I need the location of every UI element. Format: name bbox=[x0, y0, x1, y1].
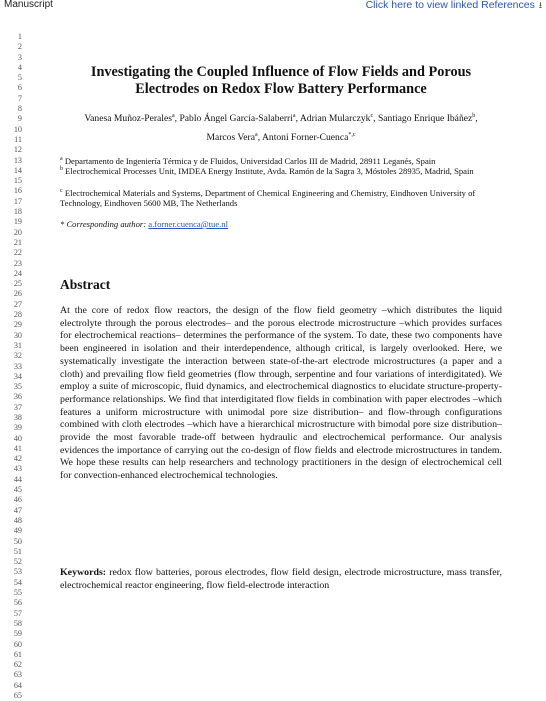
author-name: Marcos Vera bbox=[206, 132, 256, 143]
author bbox=[206, 132, 262, 143]
author-affiliation-mark: *,c bbox=[348, 131, 356, 138]
affiliation-a bbox=[60, 156, 502, 166]
affiliation-text: Electrochemical Materials and Systems, Department of Chemical Engineering and Chemistry, Eindhoven University of Technology, Eindhoven 5600 MB, The Netherlands bbox=[60, 188, 476, 208]
author-separator: , bbox=[295, 113, 300, 124]
line-number: 52 bbox=[13, 557, 22, 567]
line-number: 46 bbox=[13, 495, 22, 505]
corresponding-email-link[interactable]: a.forner.cuenca@tue.nl bbox=[148, 219, 228, 229]
line-number: 63 bbox=[13, 670, 22, 680]
affiliation-mark: b bbox=[60, 166, 63, 173]
author-separator: , bbox=[257, 132, 262, 143]
line-number: 61 bbox=[13, 649, 22, 659]
line-number: 59 bbox=[13, 629, 22, 639]
line-number: 45 bbox=[13, 485, 22, 495]
author-affiliation-mark: a bbox=[292, 112, 296, 119]
line-number: 8 bbox=[17, 104, 22, 114]
author-separator: , bbox=[174, 113, 180, 124]
author bbox=[179, 113, 299, 124]
line-number: 42 bbox=[13, 454, 22, 464]
author-name: Adrian Mularczyk bbox=[299, 113, 371, 124]
line-number: 14 bbox=[13, 165, 22, 175]
author-separator: , bbox=[475, 113, 478, 124]
author-affiliation-mark: a bbox=[255, 131, 258, 138]
line-number: 39 bbox=[13, 423, 22, 433]
line-number: 24 bbox=[13, 268, 22, 278]
affiliation-mark: c bbox=[60, 188, 63, 195]
line-number: 11 bbox=[14, 134, 22, 144]
line-number: 56 bbox=[13, 598, 22, 608]
line-number: 44 bbox=[13, 474, 22, 484]
line-number: 21 bbox=[13, 237, 22, 247]
linked-references-text[interactable]: Click here to view linked References bbox=[365, 0, 535, 11]
line-number: 17 bbox=[13, 196, 22, 206]
author-affiliation-mark: c bbox=[370, 112, 374, 119]
line-number: 65 bbox=[13, 691, 22, 700]
line-number: 60 bbox=[13, 639, 22, 649]
line-number: 29 bbox=[13, 320, 22, 330]
author-list bbox=[60, 109, 502, 147]
keywords-paragraph bbox=[60, 567, 502, 592]
line-number: 13 bbox=[13, 155, 22, 165]
line-number: 20 bbox=[13, 227, 22, 237]
line-number: 25 bbox=[13, 279, 22, 289]
author-separator: , bbox=[373, 113, 378, 124]
line-number: 28 bbox=[13, 310, 22, 320]
author bbox=[262, 132, 356, 143]
paper-title: Investigating the Coupled Influence of Flow Fields and Porous Electrodes on Redox Flow Battery Performance bbox=[90, 64, 472, 97]
line-number: 58 bbox=[13, 618, 22, 628]
line-number: 10 bbox=[13, 124, 22, 134]
line-number: 38 bbox=[13, 412, 22, 422]
line-number: 32 bbox=[13, 351, 22, 361]
keywords-label: Keywords: bbox=[60, 567, 107, 578]
affiliation-text: Electrochemical Processes Unit, IMDEA Energy Institute, Avda. Ramón de la Sagra 3, Móstoles 28935, Madrid, Spain bbox=[65, 166, 474, 176]
line-number: 33 bbox=[13, 361, 22, 371]
line-number: 41 bbox=[13, 443, 22, 453]
line-number: 50 bbox=[13, 536, 22, 546]
line-number: 7 bbox=[17, 93, 22, 103]
affiliation-text: Departamento de Ingeniería Térmica y de Fluidos, Universidad Carlos III de Madrid, 28911 Leganés, Spain bbox=[64, 156, 436, 166]
line-number: 1 bbox=[17, 32, 22, 41]
line-number: 6 bbox=[17, 83, 22, 93]
abstract-heading: Abstract bbox=[60, 277, 111, 292]
line-number-column bbox=[0, 32, 22, 701]
line-number: 43 bbox=[13, 464, 22, 474]
author bbox=[378, 113, 478, 124]
author bbox=[300, 113, 378, 124]
manuscript-header-bar bbox=[0, 0, 546, 10]
line-number: 12 bbox=[13, 145, 22, 155]
affiliation-c bbox=[60, 188, 502, 208]
line-number: 51 bbox=[13, 546, 22, 556]
author-name: Santiago Enrique Ibáñez bbox=[377, 113, 473, 124]
line-number: 9 bbox=[17, 114, 22, 124]
author-name: Vanesa Muñoz-Perales bbox=[84, 113, 172, 124]
line-number: 54 bbox=[13, 577, 22, 587]
author-affiliation-mark: b bbox=[472, 112, 476, 119]
line-number: 57 bbox=[13, 608, 22, 618]
line-number: 64 bbox=[13, 680, 22, 690]
line-number: 36 bbox=[13, 392, 22, 402]
affiliation-mark: a bbox=[60, 156, 63, 163]
keywords-text: redox flow batteries, porous electrodes, flow field design, electrode microstructure, mass transfer, electrochemical reactor engineering, flow field-electrode interaction bbox=[60, 567, 503, 591]
line-number: 31 bbox=[13, 340, 22, 350]
affiliation-b bbox=[60, 166, 502, 176]
line-number: 3 bbox=[17, 52, 22, 62]
line-number: 2 bbox=[17, 42, 22, 52]
line-number: 35 bbox=[13, 382, 22, 392]
line-number: 4 bbox=[17, 62, 22, 72]
line-number: 19 bbox=[13, 217, 22, 227]
author-affiliation-mark: a bbox=[171, 112, 175, 119]
line-number: 23 bbox=[13, 258, 22, 268]
line-number: 22 bbox=[13, 248, 22, 258]
corresponding-author-label: * Corresponding author: bbox=[60, 219, 147, 229]
line-number: 16 bbox=[13, 186, 22, 196]
author-name: Antoni Forner-Cuenca bbox=[261, 132, 349, 143]
line-number: 27 bbox=[13, 299, 22, 309]
line-number: 55 bbox=[13, 588, 22, 598]
line-number: 37 bbox=[13, 402, 22, 412]
line-number: 26 bbox=[13, 289, 22, 299]
line-number: 49 bbox=[13, 526, 22, 536]
line-number: 18 bbox=[13, 207, 22, 217]
download-arrow-icon[interactable]: ⭳ bbox=[538, 0, 542, 10]
abstract-body: At the core of redox flow reactors, the design of the flow field geometry –which distributes the liquid electrolyte through the porous electrodes– and the porous electrode microstructure –which provides surfaces for electrochemical reactions– determines the performance of the system. To date, these two components have been engineered in isolation and their interdependence, although critical, is largely overlooked. Here, we systematically investigate the interaction between state-of-the-art electrode microstructures (a paper and a cloth) and prevailing flow field geometries (flow through, serpentine and four variations of interdigitated). We employ a suite of microscopic, fluid dynamics, and electrochemical diagnostics to elucidate structure-property-performance relationships. We find that interdigitated flow fields in combination with paper electrodes –which features a uniform microstructure with unimodal pore size distribution– and flow-through configurations combined with cloth electrodes –which have a hierarchical microstructure with bimodal pore size distribution– provide the most favorable trade-off between hydraulic and electrochemical performance. Our analysis evidences the importance of carrying out the co-design of flow fields and electrode microstructures in tandem. We hope these results can help researchers and technology practitioners in the design of electrochemical cell for convection-enhanced electrochemical technologies. bbox=[60, 305, 502, 482]
line-number: 53 bbox=[13, 567, 22, 577]
line-number: 48 bbox=[13, 515, 22, 525]
line-number: 40 bbox=[13, 433, 22, 443]
author-name: Pablo Ángel García-Salaberri bbox=[179, 113, 293, 124]
line-number: 34 bbox=[13, 371, 22, 381]
line-number: 5 bbox=[17, 73, 22, 83]
line-number: 62 bbox=[13, 660, 22, 670]
line-number: 47 bbox=[13, 505, 22, 515]
line-number: 15 bbox=[13, 176, 22, 186]
corresponding-author bbox=[60, 219, 228, 229]
line-number: 30 bbox=[13, 330, 22, 340]
author bbox=[84, 113, 179, 124]
linked-references-link[interactable] bbox=[366, 0, 542, 14]
manuscript-label: Manuscript bbox=[4, 0, 53, 10]
